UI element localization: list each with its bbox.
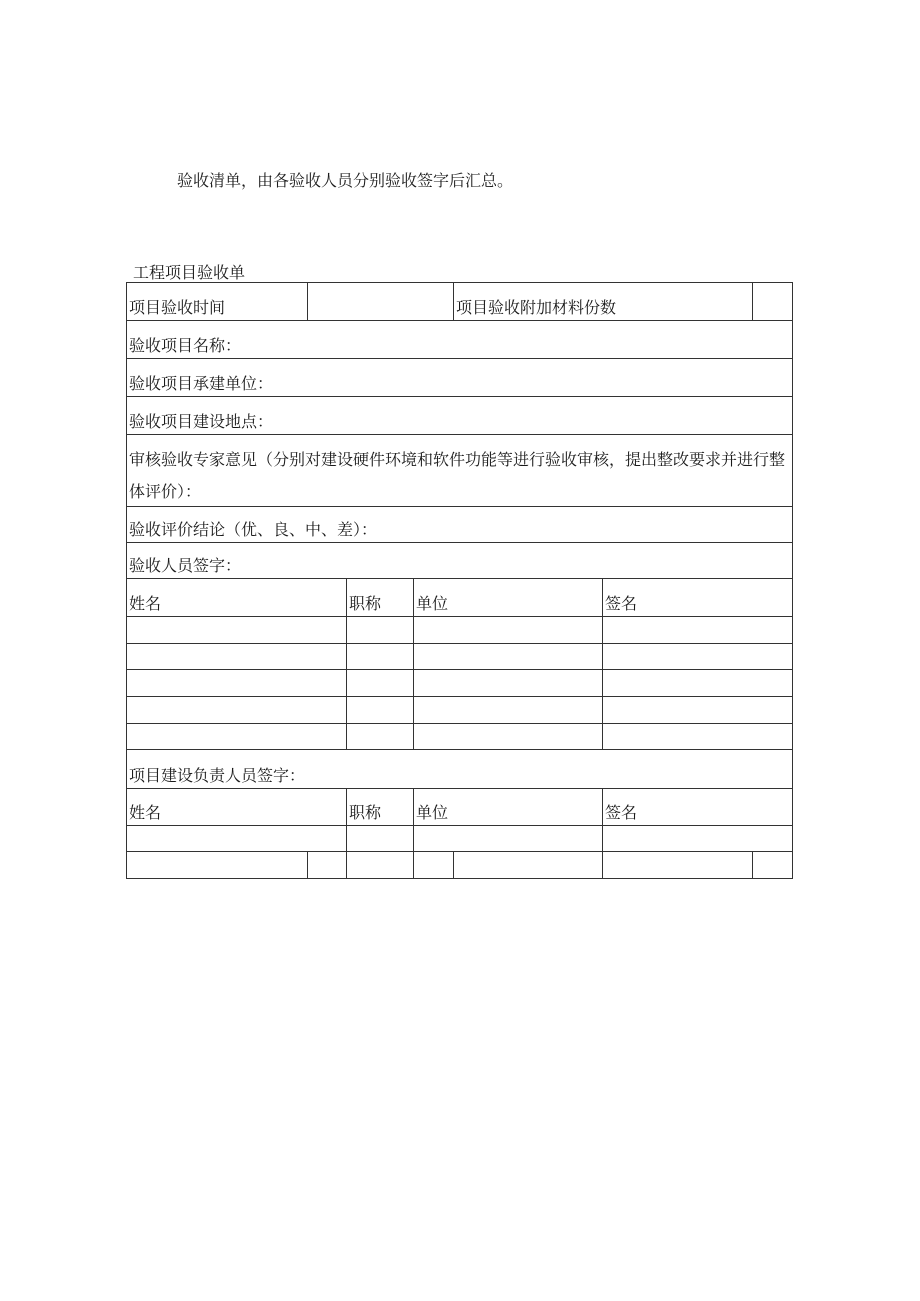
title-cell[interactable] — [347, 697, 414, 723]
time-label: 项目验收时间 — [129, 298, 226, 317]
col-sign-label: 签名 — [605, 594, 638, 613]
table-row — [127, 644, 792, 670]
site-label: 验收项目建设地点： — [129, 412, 274, 431]
name-cell[interactable] — [127, 826, 347, 851]
attachments-value-cell[interactable] — [753, 283, 792, 320]
col-title-label: 职称 — [349, 803, 382, 822]
table-row — [127, 724, 792, 750]
col-title-header — [347, 579, 414, 616]
owners-header-row — [127, 789, 792, 826]
signature-cell[interactable] — [603, 697, 792, 723]
table-row — [127, 826, 792, 852]
signature-cell[interactable] — [603, 644, 792, 669]
contractor-row[interactable] — [127, 359, 792, 397]
name-cell[interactable] — [127, 670, 347, 696]
col-name-label: 姓名 — [129, 803, 162, 822]
acceptance-form-table — [126, 282, 793, 879]
col-name-header — [127, 789, 347, 825]
col-name-header — [127, 579, 347, 616]
attachments-label: 项目验收附加材料份数 — [456, 298, 617, 317]
name-cell[interactable] — [127, 852, 308, 878]
owners-heading-row — [127, 750, 792, 789]
extra-cell[interactable] — [454, 852, 603, 878]
project-name-row[interactable] — [127, 321, 792, 359]
name-cell[interactable] — [127, 617, 347, 643]
col-unit-label: 单位 — [416, 803, 449, 822]
title-cell[interactable] — [347, 724, 414, 749]
form-title: 工程项目验收单 — [133, 263, 246, 282]
project-name-label: 验收项目名称： — [129, 336, 242, 355]
time-value-cell[interactable] — [308, 283, 454, 320]
extra-cell[interactable] — [753, 852, 792, 878]
unit-cell[interactable] — [414, 826, 603, 851]
signature-cell[interactable] — [603, 852, 753, 878]
time-row — [127, 283, 792, 321]
col-unit-header — [414, 789, 603, 825]
inspectors-header-row — [127, 579, 792, 617]
expert-opinion-label: 审核验收专家意见（分别对建设硬件环境和软件功能等进行验收审核，提出整改要求并进行整体评价）： — [129, 450, 786, 501]
col-name-label: 姓名 — [129, 594, 162, 613]
unit-cell[interactable] — [414, 852, 454, 878]
contractor-label: 验收项目承建单位： — [129, 374, 274, 393]
unit-cell[interactable] — [414, 670, 603, 696]
signature-cell[interactable] — [603, 617, 792, 643]
title-cell[interactable] — [347, 644, 414, 669]
title-cell[interactable] — [347, 670, 414, 696]
col-unit-header — [414, 579, 603, 616]
site-row[interactable] — [127, 397, 792, 435]
table-row — [127, 617, 792, 644]
conclusion-row[interactable] — [127, 507, 792, 543]
name-cell[interactable] — [127, 644, 347, 669]
col-title-header — [347, 789, 414, 825]
signature-cell[interactable] — [603, 826, 792, 851]
attachments-label-cell — [454, 283, 753, 320]
title-cell[interactable] — [347, 852, 414, 878]
signature-cell[interactable] — [603, 724, 792, 749]
expert-opinion-row[interactable] — [127, 435, 792, 507]
col-title-label: 职称 — [349, 594, 382, 613]
col-unit-label: 单位 — [416, 594, 449, 613]
col-sign-label: 签名 — [605, 803, 638, 822]
unit-cell[interactable] — [414, 617, 603, 643]
inspectors-heading: 验收人员签字： — [129, 556, 242, 575]
unit-cell[interactable] — [414, 697, 603, 723]
name-cell[interactable] — [127, 697, 347, 723]
inspectors-heading-row — [127, 543, 792, 579]
table-row — [127, 670, 792, 697]
col-sign-header — [603, 789, 792, 825]
extra-cell[interactable] — [308, 852, 347, 878]
col-sign-header — [603, 579, 792, 616]
time-label-cell — [127, 283, 308, 320]
intro-text: 验收清单，由各验收人员分别验收签字后汇总。 — [177, 171, 514, 190]
unit-cell[interactable] — [414, 644, 603, 669]
table-row — [127, 852, 792, 878]
conclusion-label: 验收评价结论（优、良、中、差）： — [129, 520, 378, 539]
title-cell[interactable] — [347, 617, 414, 643]
title-cell[interactable] — [347, 826, 414, 851]
unit-cell[interactable] — [414, 724, 603, 749]
name-cell[interactable] — [127, 724, 347, 749]
signature-cell[interactable] — [603, 670, 792, 696]
table-row — [127, 697, 792, 724]
owners-heading: 项目建设负责人员签字： — [129, 766, 306, 785]
